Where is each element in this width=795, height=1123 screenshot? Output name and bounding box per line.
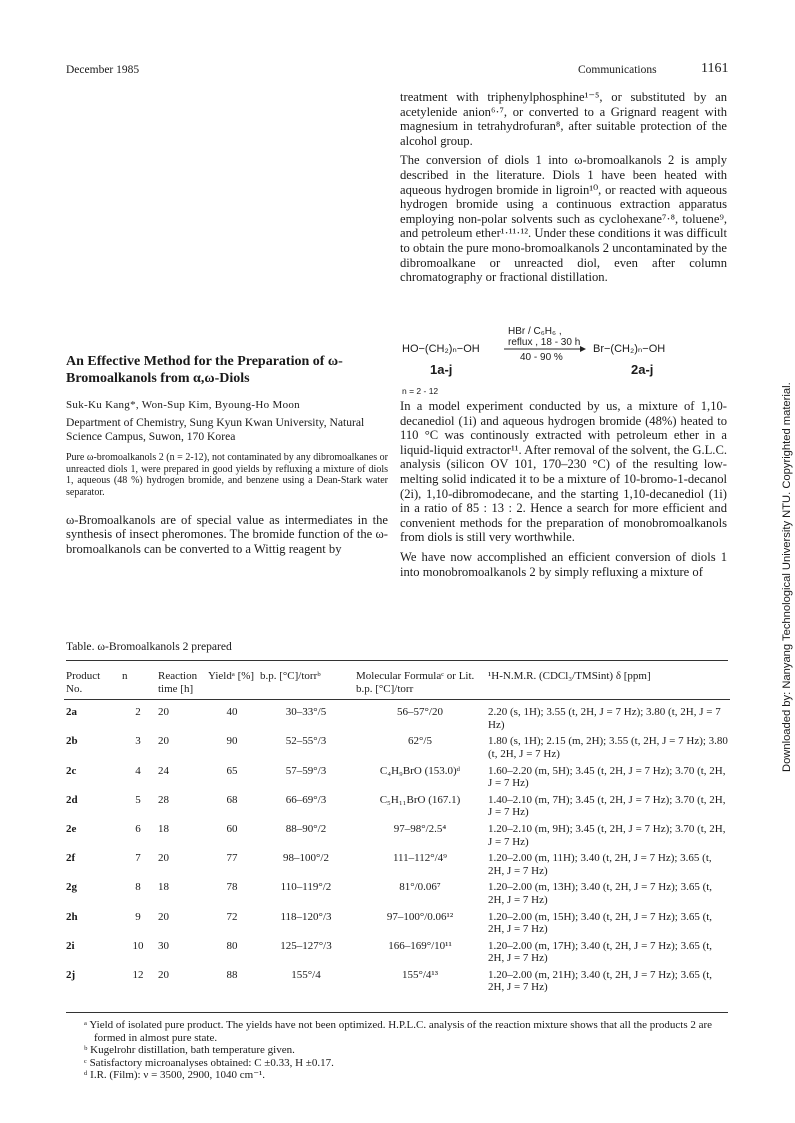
table-cell: 2f (66, 852, 76, 865)
table-cell: 60 (226, 822, 238, 835)
table-row (64, 940, 730, 969)
table-note: ᵈ I.R. (Film): ν = 3500, 2900, 1040 cm⁻¹. (84, 1069, 266, 1082)
table-cell: 1.40–2.10 (m, 7H); 3.45 (t, 2H, J = 7 Hz); 3.70 (t, 2H, J = 7 Hz) (488, 793, 726, 819)
table-cell: 88 (226, 968, 238, 981)
reagent-text: reflux , 18 - 30 h (508, 337, 581, 348)
table-row (64, 735, 730, 764)
table-cell: 97–100°/0.06¹² (386, 910, 454, 923)
table-cell: 10 (132, 939, 144, 952)
table-cell: 1.20–2.10 (m, 9H); 3.45 (t, 2H, J = 7 Hz); 3.70 (t, 2H, J = 7 Hz) (488, 822, 726, 848)
article-title: An Effective Method for the Preparation of ω-Bromoalkanols from α,ω-Diols (66, 354, 343, 386)
article-abstract: Pure ω-bromoalkanols 2 (n = 2-12), not contaminated by any dibromoalkanes or unreacted diols 1, were prepared in good yields by refluxing a mixture of diols 1, aqueous (48 %) hydrogen bromide, and benzene using a Dean-Stark water separator. (66, 452, 388, 498)
table-cell: 2i (66, 939, 75, 952)
table-cell: 77 (226, 852, 238, 865)
table-cell: 62°/5 (408, 735, 432, 748)
table-row (64, 765, 730, 794)
table-cell: 155°/4¹³ (401, 968, 439, 981)
page-number: 1161 (701, 61, 729, 76)
table-cell: 6 (135, 822, 141, 835)
table-cell: 18 (158, 881, 169, 894)
article-authors: Suk-Ku Kang*, Won-Sup Kim, Byoung-Ho Moon (66, 399, 300, 411)
table-cell: 118–120°/3 (280, 910, 332, 923)
col-header: Reaction time [h] (158, 670, 198, 695)
table-cell: 88–90°/2 (285, 822, 327, 835)
table-cell: 81°/0.06⁷ (399, 881, 441, 894)
table-cell: 3 (135, 735, 141, 748)
table-caption: Table. ω-Bromoalkanols 2 prepared (66, 640, 232, 653)
table-cell: 12 (132, 968, 144, 981)
article-body: ω-Bromoalkanols are of special value as intermediates in the synthesis of insect pheromones. The bromide function of the ω-bromoalkanols can be converted to a Wittig reagent by (66, 512, 388, 556)
data-table (64, 670, 730, 998)
table-cell: 2j (66, 968, 76, 981)
table-rule-bottom (66, 1012, 728, 1013)
col-header: Molecular Formulaᶜ or Lit. b.p. [°C]/torr (356, 670, 475, 695)
header-section: Communications (578, 64, 657, 76)
table-cell: 80 (226, 939, 238, 952)
table-cell: 98–100°/2 (283, 852, 329, 865)
table-cell: 90 (226, 735, 238, 748)
diol-formula: HO−(CH₂)ₙ−OH (402, 343, 480, 355)
table-cell: 65 (226, 764, 238, 777)
table-cell: 2c (66, 764, 77, 777)
table-cell: 72 (226, 910, 238, 923)
table-cell: 18 (158, 822, 169, 835)
table-row (64, 823, 730, 852)
table-rule-top (66, 660, 728, 661)
table-cell: 9 (135, 910, 141, 923)
table-cell: 5 (135, 793, 141, 806)
table-cell: 111–112°/4⁹ (392, 852, 448, 865)
table-note: ᵇ Kugelrohr distillation, bath temperature given. (84, 1044, 295, 1057)
table-notes (80, 1019, 730, 1082)
bromoalkanol-label: 2a-j (631, 362, 654, 377)
table-row (64, 706, 730, 735)
table-cell: 8 (135, 881, 141, 894)
table-cell: 1.80 (s, 1H); 2.15 (m, 2H); 3.55 (t, 2H, J = 7 Hz); 3.80 (t, 2H, J = 7 Hz) (488, 735, 728, 760)
table-row (64, 794, 730, 823)
table-cell: 40 (226, 706, 238, 719)
table-note: ᶜ Satisfactory microanalyses obtained: C ±0.33, H ±0.17. (84, 1056, 334, 1069)
table-note: ᵃ Yield of isolated pure product. The yields have not been optimized. H.P.L.C. analysis of the reaction mixture shows that all the products 2 are formed in almost pure state. (84, 1019, 713, 1044)
right-column-bottom (400, 399, 727, 579)
col-header: Yieldᵃ [%] (208, 670, 255, 682)
table-cell: 2h (66, 910, 78, 923)
table-cell: 20 (158, 968, 169, 981)
table-cell: 68 (226, 793, 238, 806)
paragraph: In a model experiment conducted by us, a mixture of 1,10-decanediol (1i) and aqueous hydrogen bromide (48%) heated to 110 °C was continously extracted with petroleum ether in a liquid-liquid extractor¹¹. After removal of the solvent, the G.L.C. analysis (silicon OV 101, 170–230 °C) of the resulting low-melting solid indicated it to be a mixture of 10-bromo-1-decanol (2i), 1,10-dibromodecane, and the starting 1,10-decanediol (1i) in a ratio of 85 : 13 : 2. Hence a search for more efficient and convenient methods for the preparation of monobromoalkanols from diols is still very worthwhile. (400, 399, 727, 545)
col-header: ¹H-N.M.R. (CDCl₃/TMSint) δ [ppm] (488, 670, 651, 682)
paragraph: We have now accomplished an efficient conversion of diols 1 into monobromoalkanols 2 by simply refluxing a mixture of (400, 549, 727, 579)
table-cell: C₄H₉BrO (153.0)ᵈ (379, 764, 461, 777)
table-cell: 1.20–2.00 (m, 17H); 3.40 (t, 2H, J = 7 Hz); 3.65 (t, 2H, J = 7 Hz) (488, 939, 713, 965)
table-cell: 20 (158, 852, 169, 865)
table-cell: 57–59°/3 (285, 764, 327, 777)
paragraph: treatment with triphenylphosphine¹⁻⁵, or substituted by an acetylenide anion⁶·⁷, or converted to a Grignard reagent with magnesium in tetrahydrofuran⁸, after suitable protection of the alcohol group. (400, 90, 727, 148)
reagent-text: HBr / C₆H₆ , (508, 326, 562, 337)
table-cell: 30 (158, 939, 169, 952)
diol-label: 1a-j (430, 362, 453, 377)
table-cell: 1.20–2.00 (m, 21H); 3.40 (t, 2H, J = 7 Hz); 3.65 (t, 2H, J = 7 Hz) (488, 968, 713, 994)
reagent-text: 40 - 90 % (520, 352, 563, 363)
table-cell: C₅H₁₁BrO (167.1) (379, 793, 461, 806)
table-cell: 2d (66, 793, 78, 806)
table-cell: 20 (158, 706, 169, 719)
table-row (64, 881, 730, 910)
table-cell: 24 (158, 764, 169, 777)
table-cell: 78 (226, 881, 238, 894)
table-cell: 4 (135, 764, 141, 777)
table-cell: 1.20–2.00 (m, 11H); 3.40 (t, 2H, J = 7 Hz); 3.65 (t, 2H, J = 7 Hz) (488, 852, 712, 877)
table-cell: 56–57°/20 (397, 706, 443, 719)
table-cell: 1.20–2.00 (m, 13H); 3.40 (t, 2H, J = 7 Hz); 3.65 (t, 2H, J = 7 Hz) (488, 881, 713, 906)
table-cell: 2g (66, 881, 77, 894)
table-cell: 97–98°/2.5⁴ (393, 822, 447, 835)
table-cell: 2b (66, 735, 78, 748)
table-cell: 7 (135, 852, 141, 865)
table-row (64, 969, 730, 998)
article-affiliation: Department of Chemistry, Sung Kyun Kwan University, Natural Science Campus, Suwon, 170 Korea (66, 416, 365, 443)
article-block (66, 353, 388, 556)
table-cell: 2a (66, 706, 77, 719)
table-row (64, 852, 730, 881)
table-cell: 20 (158, 735, 169, 748)
table-cell: 30–33°/5 (285, 706, 327, 719)
n-range: n = 2 - 12 (402, 386, 439, 396)
table-cell: 166–169°/10¹¹ (388, 939, 452, 952)
table-cell: 110–119°/2 (280, 881, 332, 894)
paragraph: The conversion of diols 1 into ω-bromoalkanols 2 is amply described in the literature. Diols 1 have been heated with aqueous hydrogen bromide in ligroin¹⁰, or reacted with aqueous hydrogen bromide using a continuous extraction apparatus employing non-polar solvents such as cyclohexane⁷·⁸, toluene⁹, and petroleum ether¹·¹¹·¹². Under these conditions it was difficult to obtain the pure mono-bromoalkanols 2 uncontaminated by the dibromoalkane or unreacted diol, even after column chromatography or fractional distillation. (400, 153, 727, 285)
table-cell: 52–55°/3 (285, 735, 327, 748)
right-column-top (400, 90, 727, 285)
table-cell: 125–127°/3 (280, 939, 332, 952)
download-notice: Downloaded by: Nanyang Technological University NTU. Copyrighted material. (781, 382, 793, 772)
table-cell: 28 (158, 793, 169, 806)
table-cell: 2 (135, 706, 141, 719)
table-header-row (64, 670, 730, 695)
table-cell: 1.20–2.00 (m, 15H); 3.40 (t, 2H, J = 7 Hz); 3.65 (t, 2H, J = 7 Hz) (488, 910, 713, 936)
col-header: n (122, 670, 128, 682)
col-header: Product No. (66, 670, 101, 695)
table-rule-header (64, 699, 730, 700)
col-header: b.p. [°C]/torrᵇ (260, 670, 321, 682)
table-cell: 1.60–2.20 (m, 5H); 3.45 (t, 2H, J = 7 Hz); 3.70 (t, 2H, J = 7 Hz) (488, 764, 726, 790)
table-row (64, 911, 730, 940)
bromoalkanol-formula: Br−(CH₂)ₙ−OH (593, 343, 666, 355)
table-cell: 2e (66, 822, 77, 835)
table-cell: 2.20 (s, 1H); 3.55 (t, 2H, J = 7 Hz); 3.80 (t, 2H, J = 7 Hz) (488, 706, 721, 731)
table-cell: 155°/4 (291, 968, 321, 981)
header-date: December 1985 (66, 64, 140, 76)
table-cell: 20 (158, 910, 169, 923)
table-cell: 66–69°/3 (285, 793, 327, 806)
